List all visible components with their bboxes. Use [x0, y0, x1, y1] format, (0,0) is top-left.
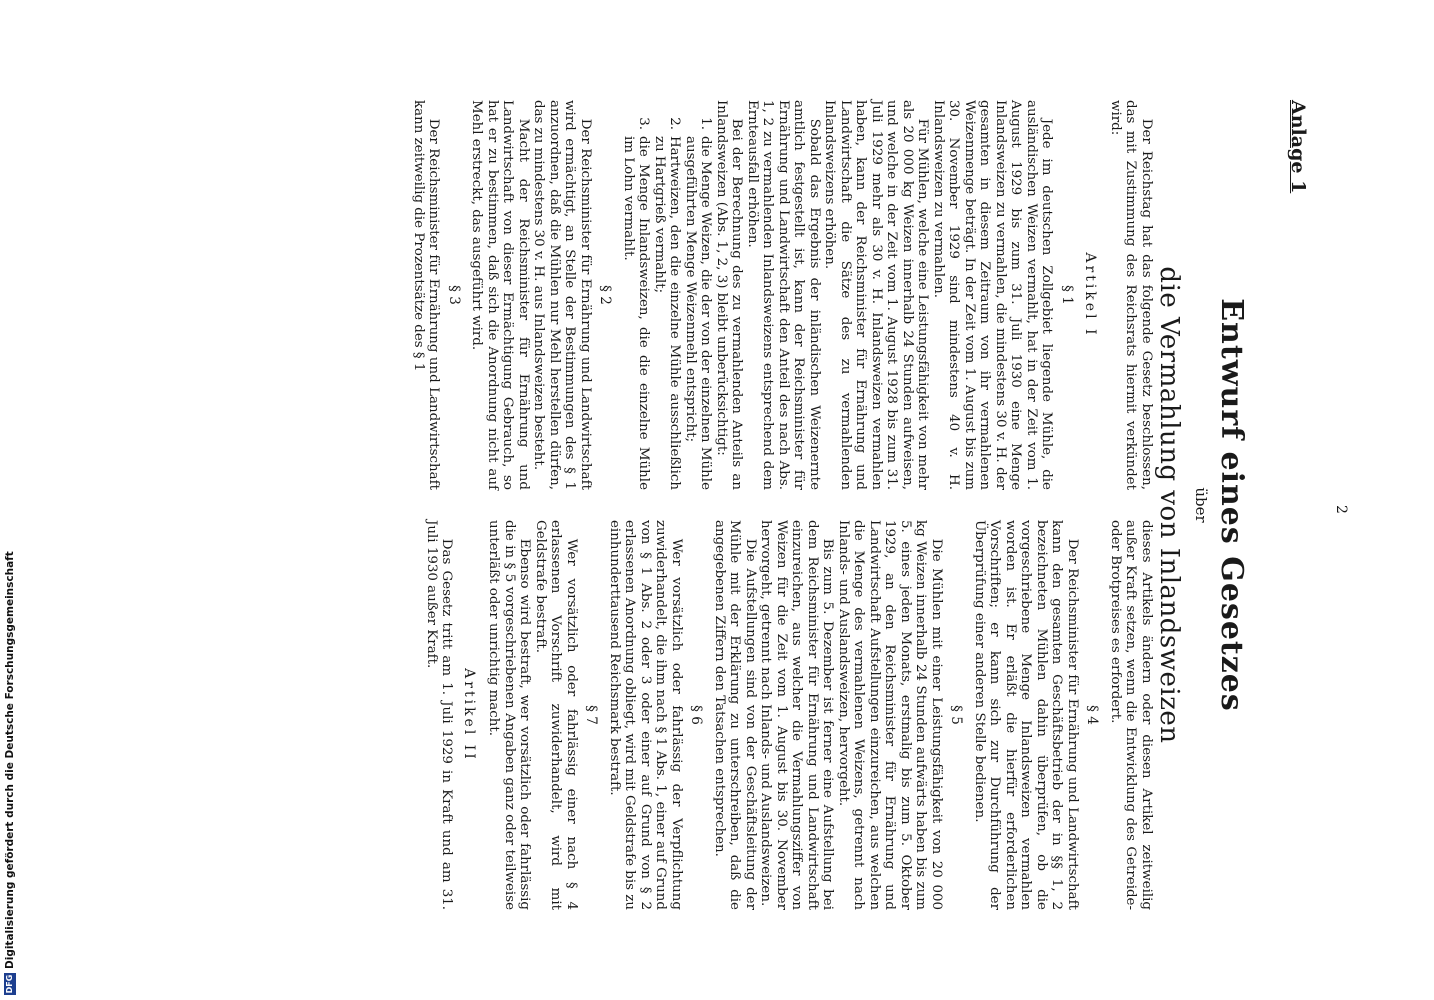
list-number: 1. [698, 117, 714, 130]
section-heading: § 1 [1059, 285, 1075, 305]
list-text: die Menge Weizen, die der von der einzelnen Mühle ausgeführten Menge Weizenmehl entspricht; [683, 136, 714, 490]
paragraph: Sobald das Ergebnis der inländischen Weizenernte amtlich festgestellt ist, kann der Reichsminister für Ernährung und Landwirtschaft den Anteil des nach Abs. 1, 2 zu vermahlenden Inlandsweizens entsprechend dem Ernteausfall erhöhen. [745, 100, 822, 490]
paragraph: Jede im deutschen Zollgebiet liegende Mühle, die ausländischen Weizen vermahlt, hat in der Zeit vom 1. August 1929 bis zum 31. Juli 1930 eine Menge Inlandsweizen zu vermahlen, die mindestens 30 v. H. der gesamten in diesem Zeitraum von ihr vermahlenen Weizenmenge beträgt. In der Zeit vom 1. August bis zum 30. November 1929 sind mindestens 40 v. H. Inlandsweizen zu vermahlen. [931, 100, 1055, 490]
left-column [411, 100, 1155, 490]
paragraph: Der Reichsminister für Ernährung und Landwirtschaft wird ermächtigt, an Stelle der Bestimmungen des § 1 anzuordnen, daß die Mühlen nur Mehl herstellen dürfen, das zu mindestens 30 v. H. aus Inlandsweizen besteht. [531, 100, 593, 490]
paragraph: Für Mühlen, welche eine Leistungsfähigkeit von mehr als 20 000 kg Weizen innerhalb 24 Stunden aufweisen, und welche in der Zeit vom 1. August 1928 bis zum 31. Juli 1929 mehr als 30 v. H. Inlandsweizen vermahlen haben, kann der Reichsminister für Ernährung und Landwirtschaft die Sätze des zu vermahlenden Inlandsweizens erhöhen. [822, 100, 931, 490]
digitization-text: Digitalisierung gefördert durch die Deutsche Forschungsgemeinschaft [4, 551, 16, 969]
paragraph: Bei der Berechnung des zu vermahlenden Anteils an Inlandsweizen (Abs. 1, 2, 3) bleibt unberücksichtigt: [714, 100, 745, 490]
paragraph: Die Aufstellungen sind von der Geschäftsleitung der Mühle mit der Erklärung zu unterschreiben, daß die angegebenen Ziffern den Tatsachen entsprechen. [712, 520, 758, 910]
preamble: Der Reichstag hat das folgende Gesetz beschlossen, das mit Zustimmung des Reichsrats hiermit verkündet wird: [1108, 100, 1154, 490]
digitization-notice [4, 551, 16, 995]
list-text: die Menge Inlandsweizen, die die einzelne Mühle im Lohn vermahlt. [621, 136, 652, 490]
dfg-logo-icon: DFG [5, 974, 14, 994]
section-heading: § 7 [583, 705, 600, 725]
paragraph: Der Reichsminister für Ernährung und Landwirtschaft kann zeitweilig die Prozentsätze des § 1 [411, 100, 442, 490]
paragraph: Das Gesetz tritt am 1. Juli 1929 in Kraft und am 31. Juli 1930 außer Kraft. [424, 520, 455, 910]
section-heading: § 6 [688, 705, 705, 725]
section-heading: § 3 [446, 285, 462, 305]
section-heading: § 4 [1084, 705, 1101, 725]
list-item [683, 100, 714, 490]
document-title: Entwurf eines Gesetzes [1214, 298, 1249, 712]
paragraph: Ebenso wird bestraft, wer vorsätzlich oder fahrlässig die in § 5 vorgeschriebenen Angaben ganz oder teilweise unterläßt oder unrichtig macht. [486, 520, 533, 910]
text-columns [411, 100, 1155, 910]
paragraph: Wer vorsätzlich oder fahrlässig der Verpflichtung zuwiderhandelt, die ihm nach § 1 Abs. 1, einer auf Grund von § 1 Abs. 2 oder 3 oder einer auf Grund von § 2 erlassenen Anordnung obliegt, wird mit Geldstrafe bis zu einhunderttausend Reichsmark bestraft. [607, 520, 684, 910]
article-heading: Artikel II [461, 668, 477, 762]
list-number: 2. [667, 117, 683, 130]
document-subtitle: die Vermahlung von Inlandsweizen [1154, 266, 1184, 744]
paragraph: dieses Artikels ändern oder diesen Artikel zeitweilig außer Kraft setzen, wenn die Entwicklung des Getreide- oder Brotpreises es erfordert. [1108, 520, 1154, 910]
section-heading: § 5 [948, 705, 965, 725]
list-number: 3. [636, 117, 652, 130]
paragraph: Macht der Reichsminister für Ernährung und Landwirtschaft von dieser Ermächtigung Gebrauch, so hat er zu bestimmen, daß sich die Anordnung nicht auf Mehl erstreckt, das ausgeführt wird. [469, 100, 531, 490]
list-item [621, 100, 652, 490]
paragraph: Bis zum 5. Dezember ist ferner eine Aufstellung bei dem Reichsminister für Ernährung und Landwirtschaft einzureichen, aus welcher die Vermahlungsziffer von Weizen für die Zeit vom 1. August bis 30. November hervorgeht, getrennt nach Inlands- und Auslandsweizen. [758, 520, 836, 910]
list-text: Hartweizen, den die einzelne Mühle ausschließlich zu Hartgrieß vermahlt; [652, 136, 683, 490]
section-heading: § 2 [597, 285, 614, 305]
title-block [1154, 100, 1284, 910]
paragraph: Der Reichsminister für Ernährung und Landwirtschaft kann den gesamten Geschäftsbetrieb der in §§ 1, 2 bezeichneten Mühlen dahin überprüfen, ob die vorgeschriebene Menge Inlandsweizen vermahlen worden ist. Er erläßt die hierfür erforderlichen Vorschriften; er kann sich zur Durchführung der Überprüfung einer anderen Stelle bedienen. [972, 520, 1080, 910]
paragraph: Die Mühlen mit einer Leistungsfähigkeit von 20 000 kg Weizen innerhalb 24 Stunden aufwärts haben bis zum 5. eines jeden Monats, erstmalig bis zum 5. Oktober 1929, an den Reichsminister für Ernährung und Landwirtschaft Aufstellungen einzureichen, aus welchen die Menge des vermahlenen Weizens, getrennt nach Inlands- und Auslandsweizen, hervorgeht. [836, 520, 944, 910]
title-connector: über [1192, 487, 1210, 523]
attachment-label: Anlage 1 [1287, 100, 1309, 194]
paragraph: Wer vorsätzlich oder fahrlässig einer nach § 4 erlassenen Vorschrift zuwiderhandelt, wird mit Geldstrafe bestraft. [533, 520, 579, 910]
right-column [411, 520, 1155, 910]
page-number: 2 [1333, 505, 1349, 514]
list-item [652, 100, 683, 490]
article-heading: Artikel I [1082, 252, 1099, 338]
